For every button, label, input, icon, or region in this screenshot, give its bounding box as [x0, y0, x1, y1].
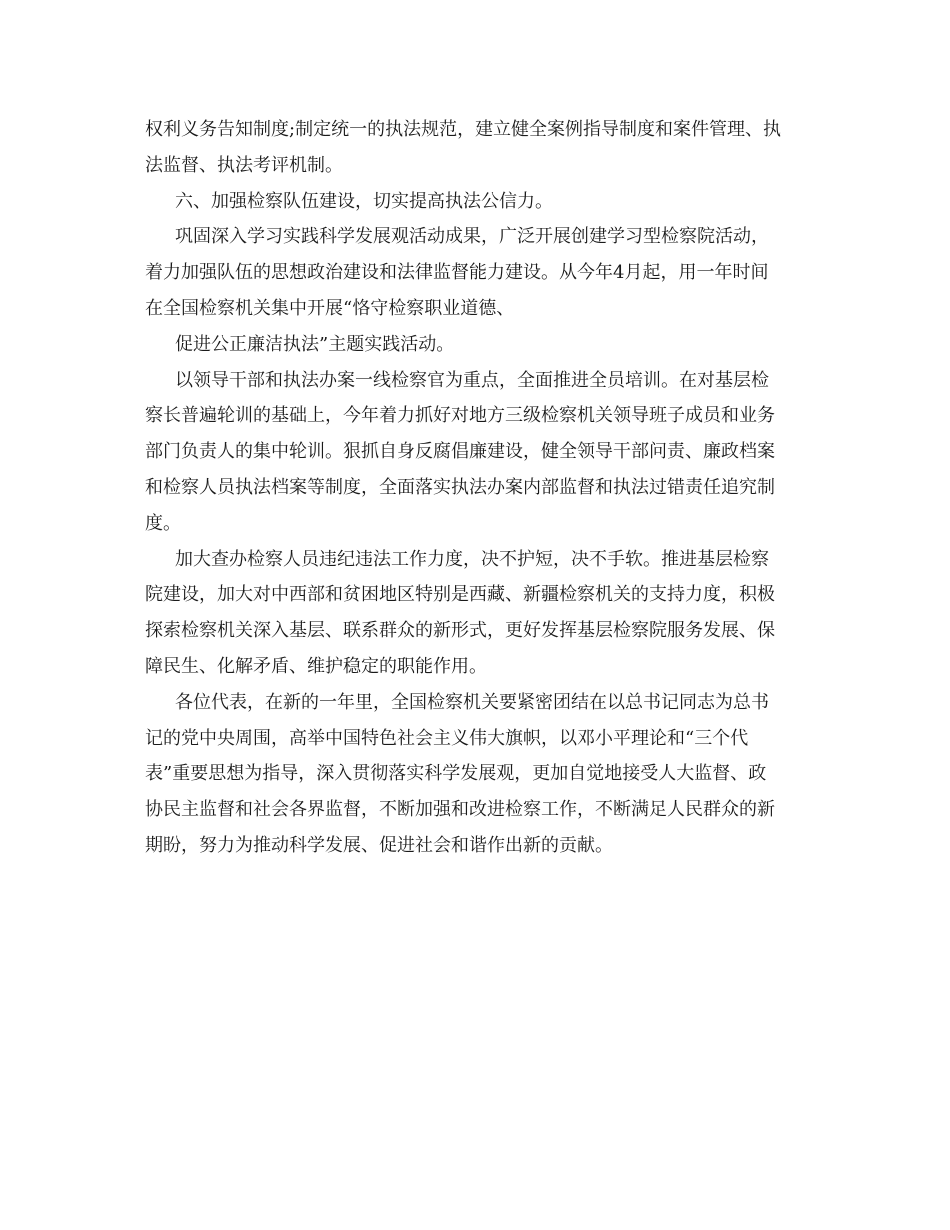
text-line: 度。	[145, 512, 181, 534]
text-line: 期盼，努力为推动科学发展、促进社会和谐作出新的贡献。	[145, 834, 613, 856]
text-line: 记的党中央周围，高举中国特色社会主义伟大旗帜，以邓小平理论和“三个代	[145, 727, 749, 749]
text-line: 权利义务告知制度;制定统一的执法规范，建立健全案例指导制度和案件管理、执	[145, 119, 782, 140]
text-line: 促进公正廉洁执法”主题实践活动。	[175, 333, 455, 355]
document-body	[145, 112, 815, 864]
text-line: 加大查办检察人员违纪违法工作力度，决不护短，决不手软。推进基层检察	[175, 548, 769, 570]
text-line: 法监督、执法考评机制。	[145, 154, 343, 176]
text-line: 察长普遍轮训的基础上，今年着力抓好对地方三级检察机关领导班子成员和业务	[145, 405, 775, 427]
text-line: 探索检察机关深入基层、联系群众的新形式，更好发挥基层检察院服务发展、保	[145, 620, 775, 642]
text-line: 协民主监督和社会各界监督，不断加强和改进检察工作，不断满足人民群众的新	[145, 799, 775, 821]
text-line: 和检察人员执法档案等制度，全面落实执法办案内部监督和执法过错责任追究制	[145, 476, 775, 498]
text-line: 表”重要思想为指导，深入贯彻落实科学发展观，更加自觉地接受人大监督、政	[145, 763, 767, 785]
text-line: 六、加强检察队伍建设，切实提高执法公信力。	[175, 190, 553, 212]
text-line: 部门负责人的集中轮训。狠抓自身反腐倡廉建设，健全领导干部问责、廉政档案	[145, 441, 775, 463]
text-line: 在全国检察机关集中开展“恪守检察职业道德、	[145, 297, 515, 319]
text-line: 以领导干部和执法办案一线检察官为重点，全面推进全员培训。在对基层检	[175, 369, 769, 391]
text-line: 院建设，加大对中西部和贫困地区特别是西藏、新疆检察机关的支持力度，积极	[145, 584, 775, 606]
text-line: 着力加强队伍的思想政治建设和法律监督能力建设。从今年4月起，用一年时间	[145, 262, 769, 284]
text-line: 障民生、化解矛盾、维护稳定的职能作用。	[145, 655, 487, 677]
text-line: 巩固深入学习实践科学发展观活动成果，广泛开展创建学习型检察院活动，	[175, 226, 769, 248]
text-line: 各位代表，在新的一年里，全国检察机关要紧密团结在以总书记同志为总书	[175, 691, 769, 713]
